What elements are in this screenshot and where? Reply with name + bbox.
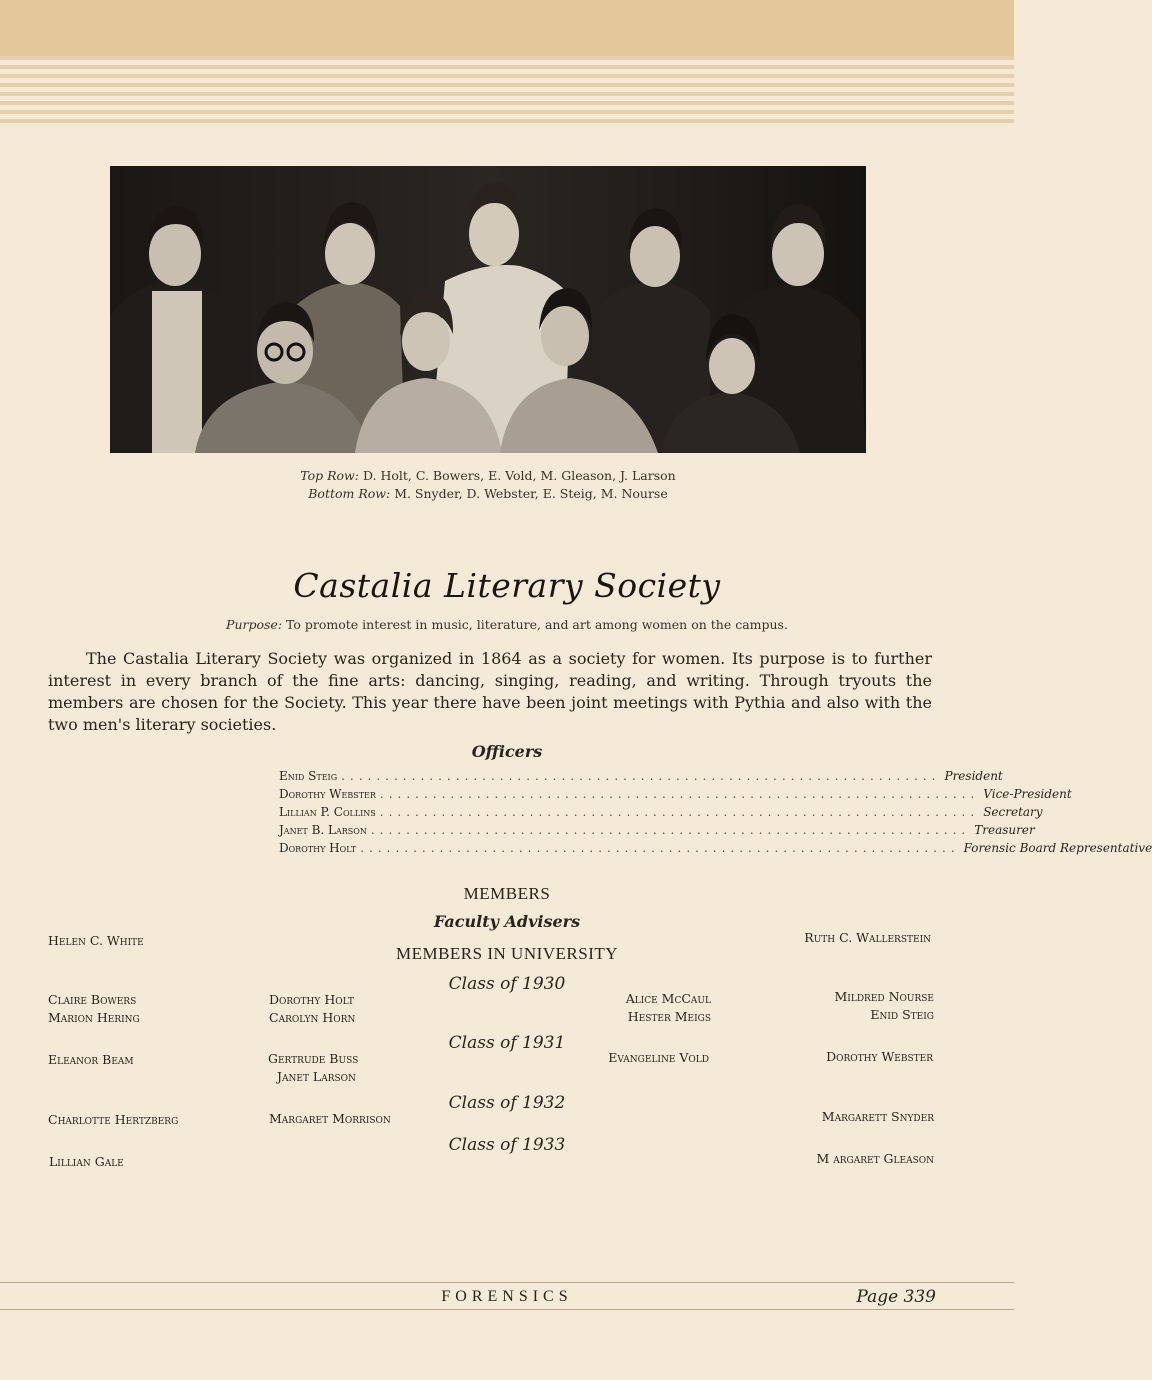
class-1930-heading: Class of 1930 xyxy=(448,974,566,994)
footer-section-name: FORENSICS xyxy=(441,1288,573,1305)
faculty-advisers-heading: Faculty Advisers xyxy=(433,912,581,931)
member-name: Alice McCaul xyxy=(625,991,711,1006)
member-name: Hester Meigs xyxy=(627,1009,711,1024)
member-name: Carolyn Horn xyxy=(269,1010,356,1025)
officer-title: President xyxy=(944,769,1003,783)
footer-page-number: Page 339 xyxy=(856,1287,936,1307)
member-name: Gertrude Buss xyxy=(268,1051,359,1066)
member-name: Margarett Snyder xyxy=(821,1109,934,1124)
caption-bottom-label: Bottom Row: xyxy=(308,486,391,501)
officer-title: Vice-President xyxy=(983,787,1072,801)
member-name: Charlotte Hertzberg xyxy=(48,1112,179,1127)
members-in-university-heading: MEMBERS IN UNIVERSITY xyxy=(395,944,619,963)
member-name: Lillian Gale xyxy=(49,1154,124,1169)
member-name: Dorothy Webster xyxy=(826,1049,933,1064)
page-title: Castalia Literary Society xyxy=(293,566,721,605)
photo-caption-top-row xyxy=(110,468,866,483)
officers-heading: Officers xyxy=(471,742,543,761)
leader-dots: .................................................................... xyxy=(341,769,941,783)
officer-row xyxy=(279,805,1043,823)
purpose-label: Purpose: xyxy=(226,617,283,632)
group-photo-illustration xyxy=(110,166,866,453)
member-name: Eleanor Beam xyxy=(48,1052,134,1067)
officer-row xyxy=(279,823,1035,841)
photo-caption-bottom-row xyxy=(110,486,866,501)
officer-row xyxy=(279,769,1003,787)
class-1933-heading: Class of 1933 xyxy=(448,1135,566,1155)
decorative-header-band xyxy=(0,0,1014,130)
class-1932-heading: Class of 1932 xyxy=(448,1093,566,1113)
member-name: M argaret Gleason xyxy=(816,1151,934,1166)
purpose-text: To promote interest in music, literature, and art among women on the campus. xyxy=(286,617,788,632)
faculty-adviser-name: Ruth C. Wallerstein xyxy=(804,930,931,945)
officer-title: Forensic Board Representative xyxy=(963,841,1152,855)
member-name: Marion Hering xyxy=(48,1010,140,1025)
officer-row xyxy=(279,841,1152,859)
member-name: Margaret Morrison xyxy=(269,1111,391,1126)
purpose-line xyxy=(0,617,1014,632)
footer-rule-bottom xyxy=(0,1309,1014,1310)
officer-title: Secretary xyxy=(983,805,1043,819)
officer-name: Dorothy Holt xyxy=(279,841,357,855)
faculty-adviser-name: Helen C. White xyxy=(48,933,144,948)
member-name: Evangeline Vold xyxy=(608,1050,709,1065)
officer-name: Lillian P. Collins xyxy=(279,805,376,819)
officer-name: Dorothy Webster xyxy=(279,787,376,801)
member-name: Dorothy Holt xyxy=(269,992,354,1007)
member-name: Janet Larson xyxy=(277,1069,356,1084)
member-name: Claire Bowers xyxy=(48,992,137,1007)
officer-name: Enid Steig xyxy=(279,769,338,783)
leader-dots: .................................................................... xyxy=(370,823,971,837)
members-heading: MEMBERS xyxy=(463,884,551,903)
officer-row xyxy=(279,787,1072,805)
society-description: The Castalia Literary Society was organized in 1864 as a society for women. Its purpose is to further interest in every branch of the fine arts: dancing, singing, reading, and writing. Through tryouts the members are chosen for the Society. This year there have been joint meetings with Pythia and also with the two men's literary societies. xyxy=(48,649,932,734)
class-1931-heading: Class of 1931 xyxy=(448,1033,566,1053)
officer-name: Janet B. Larson xyxy=(279,823,367,837)
group-photograph xyxy=(110,166,866,453)
caption-top-label: Top Row: xyxy=(300,468,359,483)
leader-dots: .................................................................... xyxy=(379,805,980,819)
footer-rule-top xyxy=(0,1282,1014,1283)
member-name: Enid Steig xyxy=(870,1007,934,1022)
member-name: Mildred Nourse xyxy=(834,989,934,1004)
caption-top-names: D. Holt, C. Bowers, E. Vold, M. Gleason, J. Larson xyxy=(362,468,676,483)
officer-title: Treasurer xyxy=(974,823,1035,837)
leader-dots: .................................................................... xyxy=(360,841,960,855)
leader-dots: .................................................................... xyxy=(379,787,980,801)
caption-bottom-names: M. Snyder, D. Webster, E. Steig, M. Nourse xyxy=(394,486,668,501)
